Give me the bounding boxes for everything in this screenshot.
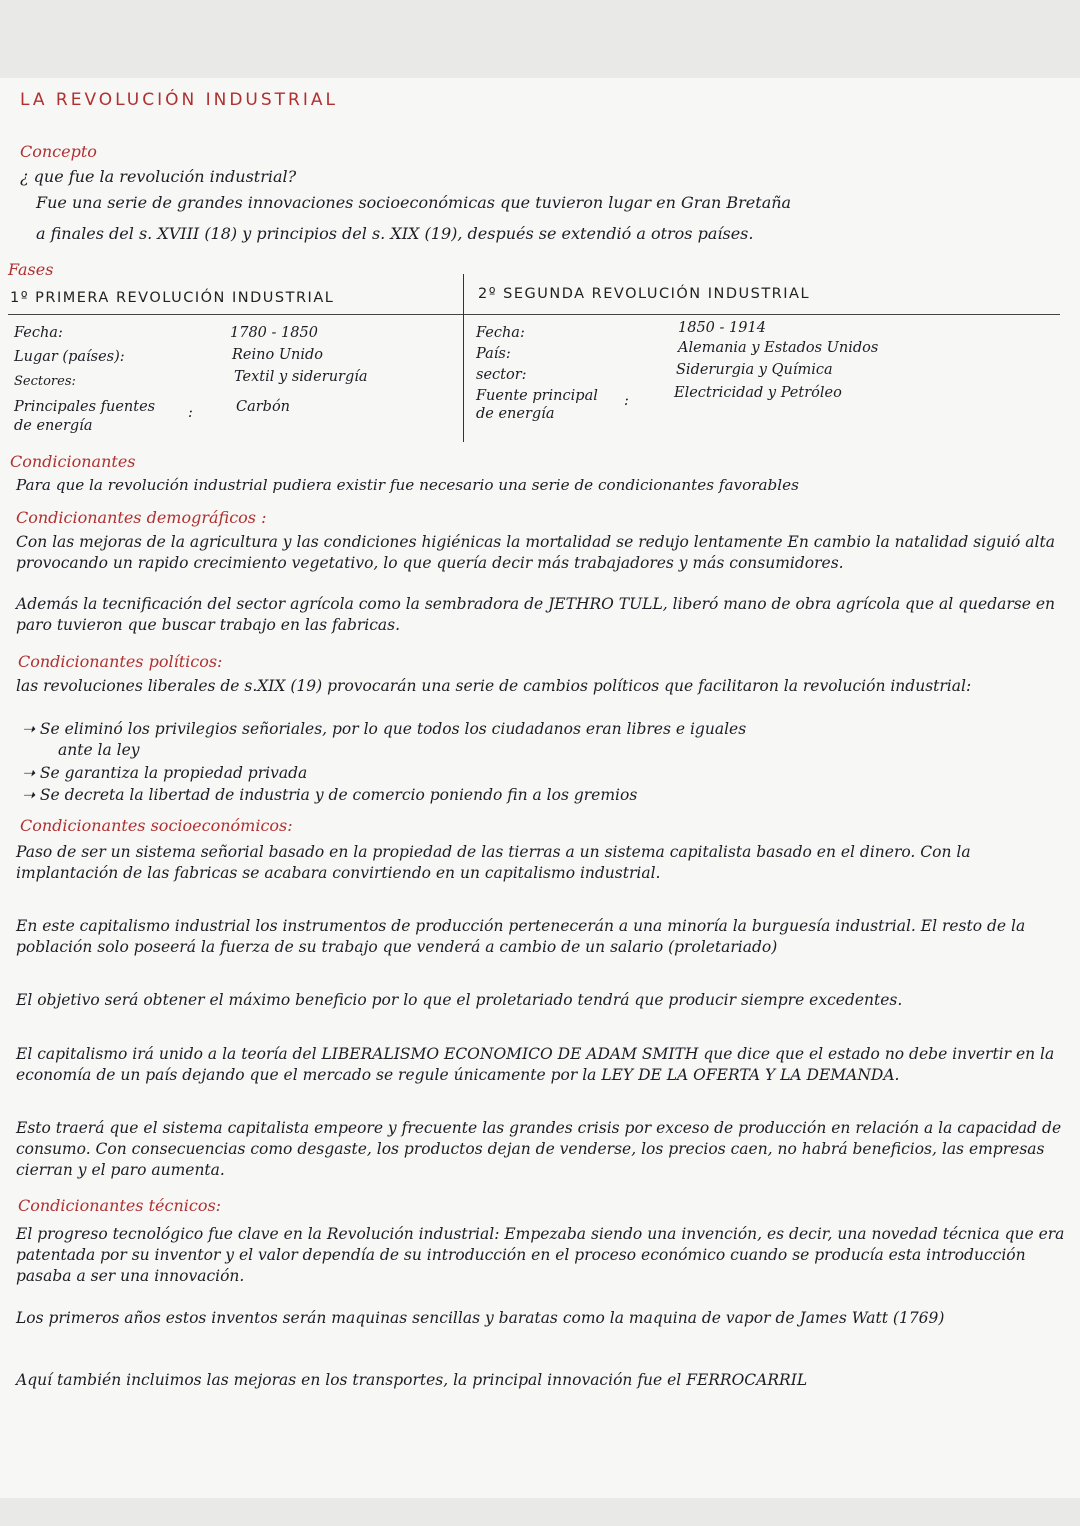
demograficos-paragraph-2: Además la tecnificación del sector agrícola como la sembradora de JETHRO TULL, liberó mano de obra agrícola que al quedarse en paro tuvieron que buscar trabajo en las fabricas. [16, 595, 1055, 634]
segunda-label-fuente: Fuente principal [476, 388, 598, 404]
segunda-label-fecha: Fecha: [476, 325, 525, 341]
segunda-label-pais: País: [476, 346, 511, 362]
table-divider [8, 314, 1060, 315]
condicionantes-heading: Condicionantes [10, 452, 136, 471]
primera-value-energia: Carbón [236, 399, 291, 415]
primera-revolucion-title: 1º PRIMERA REVOLUCIÓN INDUSTRIAL [10, 290, 335, 306]
socioeconomicos-paragraph-5: Esto traerá que el sistema capitalista empeore y frecuente las grandes crisis por exceso de producción en relación a la capacidad de consumo. Con consecuencias como desgaste, los productos dejan de venderse, los precios caen, no habrá beneficios, las empresas cierran y el paro aumenta. [16, 1119, 1062, 1179]
politicos-item-1-cont: ante la ley [58, 741, 140, 759]
concepto-question: ¿ que fue la revolución industrial? [20, 167, 297, 186]
notebook-page [0, 78, 1080, 1498]
primera-label-energia: de energía [14, 418, 93, 434]
tecnicos-paragraph-3: Aquí también incluimos las mejoras en los transportes, la principal innovación fue el FERROCARRIL [16, 1371, 808, 1389]
socioeconomicos-paragraph-3: El objetivo será obtener el máximo beneficio por lo que el proletariado tendrá que producir siempre excedentes. [16, 991, 903, 1009]
politicos-item-1 [22, 720, 746, 738]
primera-label-fuentes: Principales fuentes [14, 399, 156, 415]
segunda-label-energia: de energía [476, 406, 555, 422]
segunda-revolucion-title: 2º SEGUNDA REVOLUCIÓN INDUSTRIAL [478, 286, 811, 302]
segunda-label-sector: sector: [476, 367, 527, 383]
politicos-item-1-text: Se eliminó los privilegios señoriales, por lo que todos los ciudadanos eran libres e iguales [39, 720, 747, 738]
primera-label-sectores: Sectores: [14, 374, 76, 389]
demograficos-heading: Condicionantes demográficos : [16, 508, 267, 527]
primera-label-colon: : [188, 405, 193, 421]
page-title: LA REVOLUCIÓN INDUSTRIAL [20, 90, 338, 110]
tecnicos-heading: Condicionantes técnicos: [18, 1196, 222, 1215]
socioeconomicos-paragraph-2: En este capitalismo industrial los instrumentos de producción pertenecerán a una minoría la burguesía industrial. El resto de la población solo poseerá la fuerza de su trabajo que venderá a cambio de un salario (proletariado) [16, 917, 1026, 956]
primera-label-lugar: Lugar (países): [14, 349, 125, 365]
politicos-item-2 [22, 764, 307, 782]
socioeconomicos-paragraph-4: El capitalismo irá unido a la teoría del LIBERALISMO ECONOMICO DE ADAM SMITH que dice que el estado no debe invertir en la economía de un país dejando que el mercado se regule únicamente por la LEY DE LA OFERTA Y LA DEMANDA. [16, 1045, 1055, 1084]
segunda-value-energia: Electricidad y Petróleo [674, 385, 842, 401]
column-divider [463, 274, 464, 442]
fases-heading: Fases [8, 260, 54, 279]
demograficos-paragraph-1: Con las mejoras de la agricultura y las condiciones higiénicas la mortalidad se redujo lentamente En cambio la natalidad siguió alta provocando un rapido crecimiento vegetativo, lo que quería decir más trabajadores y más consumidores. [16, 533, 1055, 572]
segunda-label-colon: : [624, 393, 629, 409]
concepto-heading: Concepto [20, 142, 97, 161]
condicionantes-intro: Para que la revolución industrial pudiera existir fue necesario una serie de condicionantes favorables [16, 476, 799, 494]
tecnicos-paragraph-1: El progreso tecnológico fue clave en la Revolución industrial: Empezaba siendo una invención, es decir, una novedad técnica que era patentada por su inventor y el valor dependía de su introducción en el proceso económico cuando se producía esta introducción pasaba a ser una innovación. [16, 1225, 1065, 1285]
tecnicos-paragraph-2: Los primeros años estos inventos serán maquinas sencillas y baratas como la maquina de vapor de James Watt (1769) [16, 1309, 945, 1327]
primera-value-lugar: Reino Unido [232, 347, 324, 363]
concepto-answer-line-2: a finales del s. XVIII (18) y principios del s. XIX (19), después se extendió a otros países. [36, 224, 754, 243]
primera-label-fecha: Fecha: [14, 325, 63, 341]
arrow-right-icon: ➝ [22, 720, 40, 738]
socioeconomicos-heading: Condicionantes socioeconómicos: [20, 816, 293, 835]
segunda-value-fecha: 1850 - 1914 [678, 320, 766, 336]
politicos-heading: Condicionantes políticos: [18, 652, 223, 671]
segunda-value-pais: Alemania y Estados Unidos [678, 340, 879, 356]
primera-value-fecha: 1780 - 1850 [230, 325, 318, 341]
politicos-item-3-text: Se decreta la libertad de industria y de comercio poniendo fin a los gremios [39, 786, 638, 804]
politicos-item-3 [22, 786, 637, 804]
concepto-answer-line-1: Fue una serie de grandes innovaciones socioeconómicas que tuvieron lugar en Gran Bretaña [36, 193, 792, 212]
politicos-paragraph: las revoluciones liberales de s.XIX (19) provocarán una serie de cambios políticos que facilitaron la revolución industrial: [16, 677, 972, 695]
segunda-value-sector: Siderurgia y Química [676, 362, 833, 378]
socioeconomicos-paragraph-1: Paso de ser un sistema señorial basado en la propiedad de las tierras a un sistema capitalista basado en el dinero. Con la implantación de las fabricas se acabara convirtiendo en un capitalismo industrial. [16, 843, 971, 882]
politicos-item-2-text: Se garantiza la propiedad privada [39, 764, 308, 782]
arrow-right-icon: ➝ [22, 786, 40, 804]
primera-value-sectores: Textil y siderurgía [234, 369, 368, 385]
arrow-right-icon: ➝ [22, 764, 40, 782]
